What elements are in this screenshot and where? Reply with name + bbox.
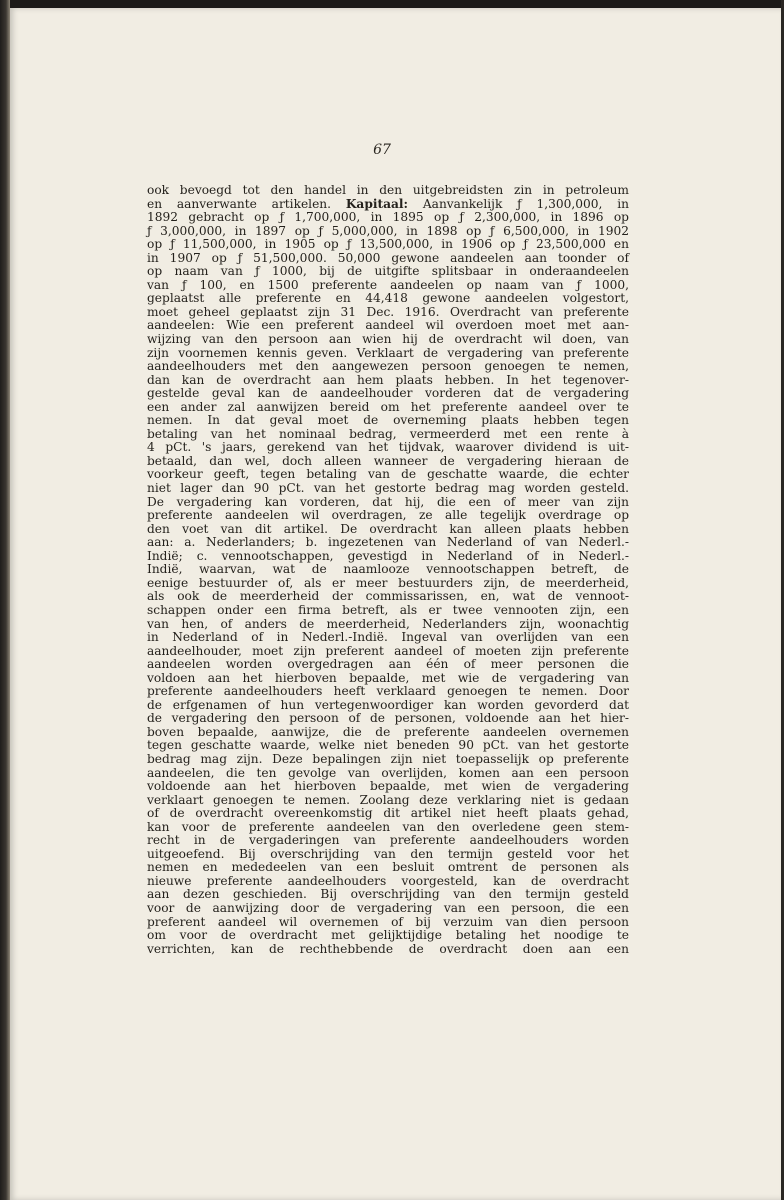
text-line: recht in de vergaderingen van preferente aandeelhouders worden xyxy=(147,833,629,848)
text-line: voor de aanwijzing door de vergadering van een persoon, die een xyxy=(147,900,629,915)
text-line: eenige bestuurder of, als er meer bestuurders zijn, de meerderheid, xyxy=(147,575,629,590)
text-line: Indië; c. vennootschappen, gevestigd in Nederland of in Nederl.- xyxy=(147,548,629,563)
text-line: en aanverwante artikelen. Kapitaal: Aanvankelijk ƒ 1,300,000, in xyxy=(147,196,629,211)
text-line: De vergadering kan vorderen, dat hij, die een of meer van zijn xyxy=(147,494,629,509)
text-line: aan: a. Nederlanders; b. ingezetenen van Nederland of van Nederl.- xyxy=(147,535,629,550)
text-line: als ook de meerderheid der commissarissen, en, wat de vennoot- xyxy=(147,589,629,604)
text-line: geplaatst alle preferente en 44,418 gewone aandeelen volgestort, xyxy=(147,291,629,306)
text-line: of de overdracht overeenkomstig dit artikel niet heeft plaats gehad, xyxy=(147,806,629,821)
text-line: boven bepaalde, aanwijze, die de preferente aandeelen overnemen xyxy=(147,724,629,739)
text-line: betaald, dan wel, doch alleen wanneer de vergadering hieraan de xyxy=(147,453,629,468)
text-line: Indië, waarvan, wat de naamlooze vennootschappen betreft, de xyxy=(147,562,629,577)
scan-top-border xyxy=(0,0,784,8)
text-line: aan dezen geschieden. Bij overschrijding van den termijn gesteld xyxy=(147,887,629,902)
book-page xyxy=(10,8,782,1200)
text-line: tegen geschatte waarde, welke niet beneden 90 pCt. van het gestorte xyxy=(147,738,629,753)
text-line: op ƒ 11,500,000, in 1905 op ƒ 13,500,000, in 1906 op ƒ 23,500,000 en xyxy=(147,237,629,252)
text-line: niet lager dan 90 pCt. van het gestorte bedrag mag worden gesteld. xyxy=(147,481,629,496)
text-line: 1892 gebracht op ƒ 1,700,000, in 1895 op ƒ 2,300,000, in 1896 op xyxy=(147,210,629,225)
text-line: aandeelhouders met den aangewezen persoon genoegen te nemen, xyxy=(147,359,629,374)
text-line: aandeelhouder, moet zijn preferent aandeel of moeten zijn preferente xyxy=(147,643,629,658)
text-line: van hen, of anders de meerderheid, Nederlanders zijn, woonachtig xyxy=(147,616,629,631)
body-text xyxy=(147,184,629,956)
text-line: verrichten, kan de rechthebbende de overdracht doen aan een xyxy=(147,941,629,956)
text-line: ƒ 3,000,000, in 1897 op ƒ 5,000,000, in 1898 op ƒ 6,500,000, in 1902 xyxy=(147,223,629,238)
text-line: uitgeoefend. Bij overschrijding van den termijn gesteld voor het xyxy=(147,846,629,861)
section-keyword: Kapitaal: xyxy=(345,196,409,211)
text-line: aandeelen: Wie een preferent aandeel wil overdoen moet met aan- xyxy=(147,318,629,333)
text-line: preferente aandeelen wil overdragen, ze alle tegelijk overdrage op xyxy=(147,508,629,523)
text-line: op naam van ƒ 1000, bij de uitgifte splitsbaar in onderaandeelen xyxy=(147,264,629,279)
text-line: aandeelen worden overgedragen aan één of meer personen die xyxy=(147,657,629,672)
text-line: schappen onder een firma betreft, als er twee vennooten zijn, een xyxy=(147,602,629,617)
text-line: nieuwe preferente aandeelhouders voorgesteld, kan de overdracht xyxy=(147,873,629,888)
text-line: moet geheel geplaatst zijn 31 Dec. 1916. Overdracht van preferente xyxy=(147,304,629,319)
text-line: bedrag mag zijn. Deze bepalingen zijn niet toepasselijk op preferente xyxy=(147,751,629,766)
text-line: voorkeur geeft, tegen betaling van de geschatte waarde, die echter xyxy=(147,467,629,482)
text-line: 4 pCt. 's jaars, gerekend van het tijdvak, waarover dividend is uit- xyxy=(147,440,629,455)
text-line: aandeelen, die ten gevolge van overlijden, komen aan een persoon xyxy=(147,765,629,780)
text-line: preferent aandeel wil overnemen of bij verzuim van dien persoon xyxy=(147,914,629,929)
text-line: verklaart genoegen te nemen. Zoolang deze verklaring niet is gedaan xyxy=(147,792,629,807)
text-line: de erfgenamen of hun vertegenwoordiger kan worden gevorderd dat xyxy=(147,697,629,712)
text-line: nemen en mededeelen van een besluit omtrent de personen als xyxy=(147,860,629,875)
text-line: zijn voornemen kennis geven. Verklaart de vergadering van preferente xyxy=(147,345,629,360)
text-line: wijzing van den persoon aan wien hij de overdracht wil doen, van xyxy=(147,332,629,347)
text-line: om voor de overdracht met gelijktijdige betaling het noodige te xyxy=(147,928,629,943)
book-spine-edge xyxy=(0,0,10,1200)
text-line: kan voor de preferente aandeelen van den overledene geen stem- xyxy=(147,819,629,834)
text-line: in Nederland of in Nederl.-Indië. Ingeval van overlijden van een xyxy=(147,630,629,645)
text-line: nemen. In dat geval moet de overneming plaats hebben tegen xyxy=(147,413,629,428)
text-line: den voet van dit artikel. De overdracht kan alleen plaats hebben xyxy=(147,521,629,536)
text-line: gestelde geval kan de aandeelhouder vorderen dat de vergadering xyxy=(147,386,629,401)
text-line: een ander zal aanwijzen bereid om het preferente aandeel over te xyxy=(147,399,629,414)
text-line: voldoende aan het hierboven bepaalde, met wien de vergadering xyxy=(147,779,629,794)
text-line: voldoen aan het hierboven bepaalde, met wie de vergadering van xyxy=(147,670,629,685)
text-line: de vergadering den persoon of de personen, voldoende aan het hier- xyxy=(147,711,629,726)
text-line: ook bevoegd tot den handel in den uitgebreidsten zin in petroleum xyxy=(147,183,629,197)
text-line: preferente aandeelhouders heeft verklaard genoegen te nemen. Door xyxy=(147,684,629,699)
page-number: 67 xyxy=(373,142,391,158)
text-line: in 1907 op ƒ 51,500,000. 50,000 gewone aandeelen aan toonder of xyxy=(147,250,629,265)
text-line: betaling van het nominaal bedrag, vermeerderd met een rente à xyxy=(147,426,629,441)
text-line: van ƒ 100, en 1500 preferente aandeelen op naam van ƒ 1000, xyxy=(147,277,629,292)
text-line: dan kan de overdracht aan hem plaats hebben. In het tegenover- xyxy=(147,372,629,387)
